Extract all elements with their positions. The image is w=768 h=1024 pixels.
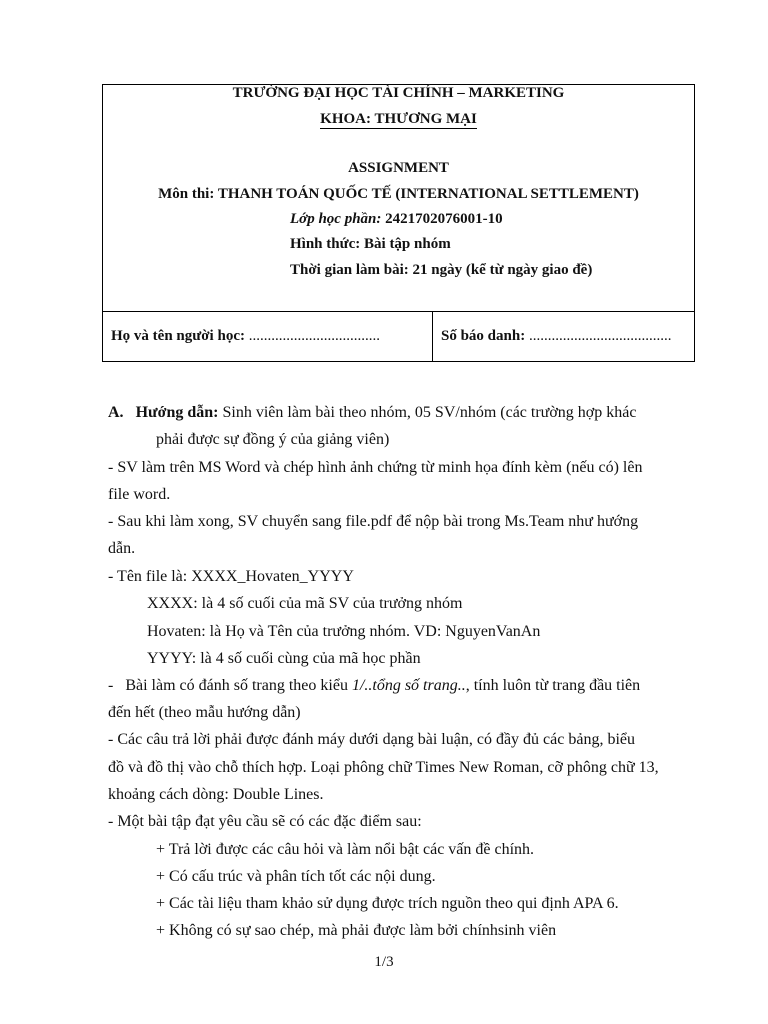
student-name-field: [111, 328, 380, 345]
header-title-block: [103, 85, 694, 311]
class-label: Lớp học phần:: [290, 211, 382, 227]
document-type: ASSIGNMENT: [348, 160, 449, 176]
faculty-name-text: KHOA: THƯƠNG MẠI: [320, 111, 477, 127]
bullet-page-numbering-line2: đến hết (theo mẫu hướng dẫn): [108, 704, 301, 721]
requirement-item-2: + Có cấu trúc và phân tích tốt các nội dung.: [156, 868, 436, 885]
bullet-pdf-line2: dẫn.: [108, 540, 136, 557]
filename-part-xxxx: XXXX: là 4 số cuối của mã SV của trưởng nhóm: [147, 595, 463, 612]
filename-part-yyyy: YYYY: là 4 số cuối cùng của mã học phần: [147, 650, 421, 667]
requirement-item-1: + Trả lời được các câu hỏi và làm nổi bật các vấn đề chính.: [156, 841, 535, 858]
section-intro-continued: phải được sự đồng ý của giảng viên): [156, 431, 390, 448]
bullet-word-line2: file word.: [108, 486, 171, 503]
bullet-answers-line3: khoảng cách dòng: Double Lines.: [108, 786, 324, 803]
student-name-cell: [103, 312, 433, 362]
format-label: Hình thức:: [290, 236, 361, 252]
section-marker: A.: [108, 404, 124, 421]
requirement-item-4: + Không có sự sao chép, mà phải được làm bởi chínhsinh viên: [156, 922, 557, 939]
bullet-pdf-line1: - Sau khi làm xong, SV chuyển sang file.pdf để nộp bài trong Ms.Team như hướng: [108, 513, 639, 530]
bullet-page-numbering-line1: [108, 677, 698, 695]
bullet-answers-line1: - Các câu trả lời phải được đánh máy dưới dạng bài luận, có đầy đủ các bảng, biểu: [108, 731, 635, 748]
bullet-requirements: - Một bài tập đạt yêu cầu sẽ có các đặc điểm sau:: [108, 813, 422, 830]
bullet-filename: - Tên file là: XXXX_Hovaten_YYYY: [108, 568, 354, 585]
student-id-cell: [433, 312, 694, 362]
format-value: Bài tập nhóm: [364, 236, 451, 252]
faculty-name: [103, 111, 694, 128]
student-id-label: Số báo danh:: [441, 328, 526, 344]
student-id-dots: ......................................: [528, 328, 672, 344]
student-name-dots: ...................................: [248, 328, 380, 344]
time-line: [290, 262, 592, 279]
bullet-answers-line2: đồ và đồ thị vào chỗ thích hợp. Loại phông chữ Times New Roman, cỡ phông chữ 13,: [108, 759, 659, 776]
format-line: [290, 236, 451, 253]
page-numbering-prefix: - Bài làm có đánh số trang theo kiểu: [108, 677, 352, 694]
page-numbering-suffix: , tính luôn từ trang đầu tiên: [465, 677, 641, 694]
university-name: TRƯỜNG ĐẠI HỌC TÀI CHÍNH – MARKETING: [232, 85, 565, 101]
subject-label: Môn thi:: [158, 186, 215, 202]
subject-line: [103, 186, 694, 203]
section-a-heading: [108, 404, 698, 422]
class-line: [290, 211, 503, 228]
subject-name: THANH TOÁN QUỐC TẾ (INTERNATIONAL SETTLEMENT): [217, 186, 639, 202]
student-id-field: [441, 328, 671, 345]
page-number: 1/3: [374, 954, 394, 970]
time-label: Thời gian làm bài:: [290, 262, 409, 278]
bullet-word-line1: - SV làm trên MS Word và chép hình ảnh chứng từ minh họa đính kèm (nếu có) lên: [108, 459, 643, 476]
page-numbering-format: 1/..tổng số trang..: [351, 677, 466, 694]
class-code: 2421702076001-10: [385, 211, 503, 227]
header-box: [102, 84, 695, 362]
filename-part-hovaten: Hovaten: là Họ và Tên của trưởng nhóm. VD: NguyenVanAn: [147, 623, 541, 640]
time-value: 21 ngày (kể từ ngày giao đề): [412, 262, 593, 278]
student-name-label: Họ và tên người học:: [111, 328, 245, 344]
requirement-item-3: + Các tài liệu tham khảo sử dụng được trích nguồn theo qui định APA 6.: [156, 895, 619, 912]
student-info-row: [103, 311, 694, 362]
section-title: Hướng dẫn:: [135, 404, 219, 421]
section-intro: Sinh viên làm bài theo nhóm, 05 SV/nhóm (các trường hợp khác: [222, 404, 637, 421]
